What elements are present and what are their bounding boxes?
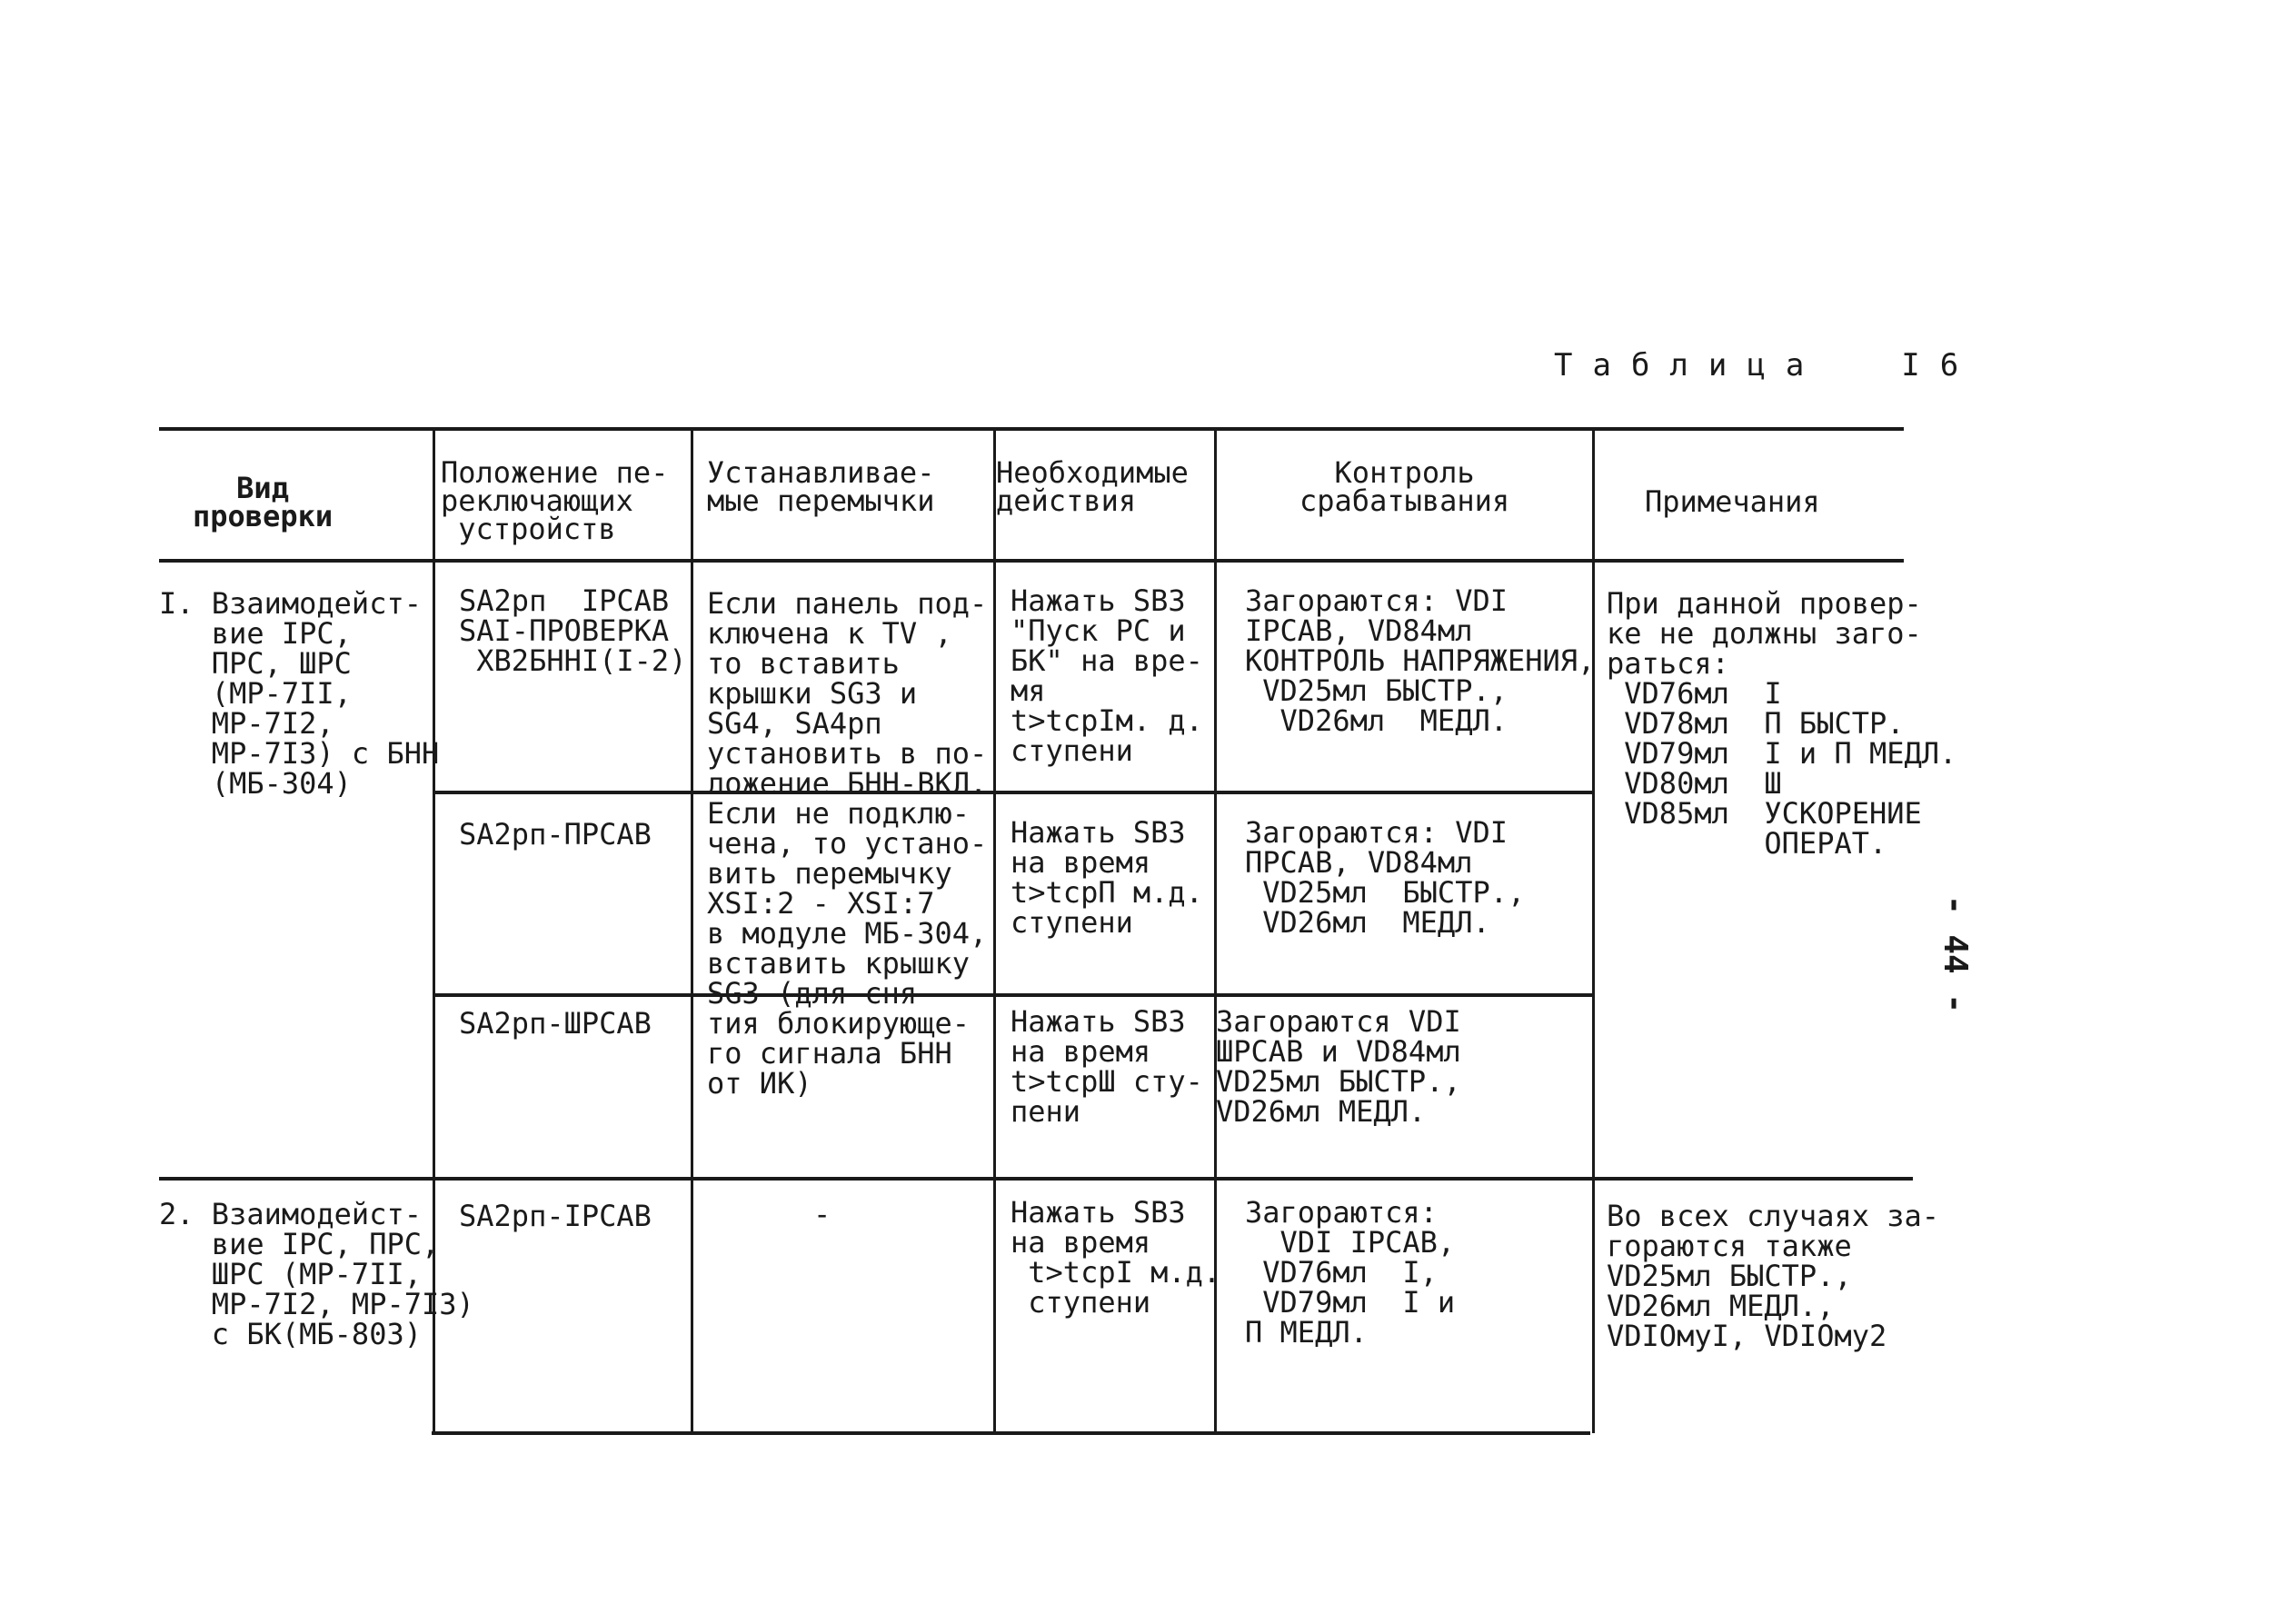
row-separator-rule xyxy=(159,1177,1913,1181)
column-rule-5 xyxy=(1592,427,1595,1433)
column-rule-3 xyxy=(993,427,996,1433)
page-number: - 44 - xyxy=(1936,895,1974,1014)
header-switch-position: Положение пе- реключающих устройств xyxy=(441,455,669,546)
subrow-rule-1 xyxy=(434,791,1593,794)
table-bottom-rule xyxy=(432,1431,1590,1435)
header-notes: Примечания xyxy=(1645,484,1820,519)
table-title: Таблица I6 xyxy=(1554,347,1979,384)
header-actions: Необходимые действия xyxy=(996,455,1189,518)
row1c-action: Нажать SB3 на время t>tсрШ сту- пени xyxy=(1011,1004,1203,1129)
row2-notes: Во всех случаях за- гораются также VD25мл БЫСТР., VD26мл МЕДЛ., VDIOмуI, VDIOму2 xyxy=(1607,1199,1940,1353)
row1-notes: При данной провер- ке не должны заго- раться: VD76мл I VD78мл П БЫСТР. VD79мл I и П МЕДЛ. VD80мл Ш VD85мл УСКОРЕНИЕ ОПЕРАТ. xyxy=(1607,586,1957,861)
row1-jumpers: Если панель под- ключена к TV , то вставить крышки SG3 и SG4, SA4рп установить в по- ложение БНН-ВКЛ. Если не подклю- чена, то устано- вить перемычку XSI:2 - XSI:7 в модуле МБ-304, вставить крышку SG3 (для сня- тия блокирующе- го сигнала БНН от ИК) xyxy=(707,586,988,1101)
row1c-control: Загораются VDI ШРСАВ и VD84мл VD25мл БЫСТР., VD26мл МЕДЛ. xyxy=(1216,1004,1461,1129)
row1a-switch-position: SA2рп IPCАВ SAI-ПРОВЕРКА XB2БННI(I-2) xyxy=(459,583,687,678)
row2-action: Нажать SB3 на время t>tсрI м.д. ступени xyxy=(1011,1195,1221,1320)
row2-jumpers: - xyxy=(813,1197,831,1231)
column-rule-2 xyxy=(691,427,693,1433)
header-control: Контроль срабатывания xyxy=(1299,455,1510,518)
row1a-control: Загораются: VDI IPCАВ, VD84мл КОНТРОЛЬ НАПРЯЖЕНИЯ, VD25мл БЫСТР., VD26мл МЕДЛ. xyxy=(1245,583,1596,738)
row1b-action: Нажать SB3 на время t>tсрП м.д. ступени xyxy=(1011,815,1203,940)
header-check-type: Вид проверки xyxy=(193,471,334,533)
row1-check-type: I. Взаимодейст- вие IPC, ПРС, ШРС (МР-7II, МР-7I2, МР-7I3) с БНН (МБ-304) xyxy=(159,586,440,801)
row1b-switch-position: SA2рп-ПРСАВ xyxy=(459,817,652,852)
row1a-action: Нажать SB3 "Пуск РС и БК" на вре- мя t>tсрIм. д. ступени xyxy=(1011,583,1203,768)
row1c-switch-position: SA2рп-ШРСАВ xyxy=(459,1006,652,1041)
header-jumpers: Устанавливае- мые перемычки xyxy=(707,455,935,518)
row2-control: Загораются: VDI IPCАВ, VD76мл I, VD79мл I и П МЕДЛ. xyxy=(1245,1195,1456,1350)
row2-check-type: 2. Взаимодейст- вие IPC, ПРС, ШРС (МР-7II, МР-7I2, МР-7I3) с БК(МБ-803) xyxy=(159,1197,474,1351)
subrow-rule-2 xyxy=(434,993,1593,997)
table-top-rule xyxy=(159,427,1904,431)
row2-switch-position: SA2рп-IPCАВ xyxy=(459,1199,652,1233)
row1b-control: Загораются: VDI ПРСАВ, VD84мл VD25мл БЫСТР., VD26мл МЕДЛ. xyxy=(1245,815,1526,940)
header-bottom-rule xyxy=(159,559,1904,563)
